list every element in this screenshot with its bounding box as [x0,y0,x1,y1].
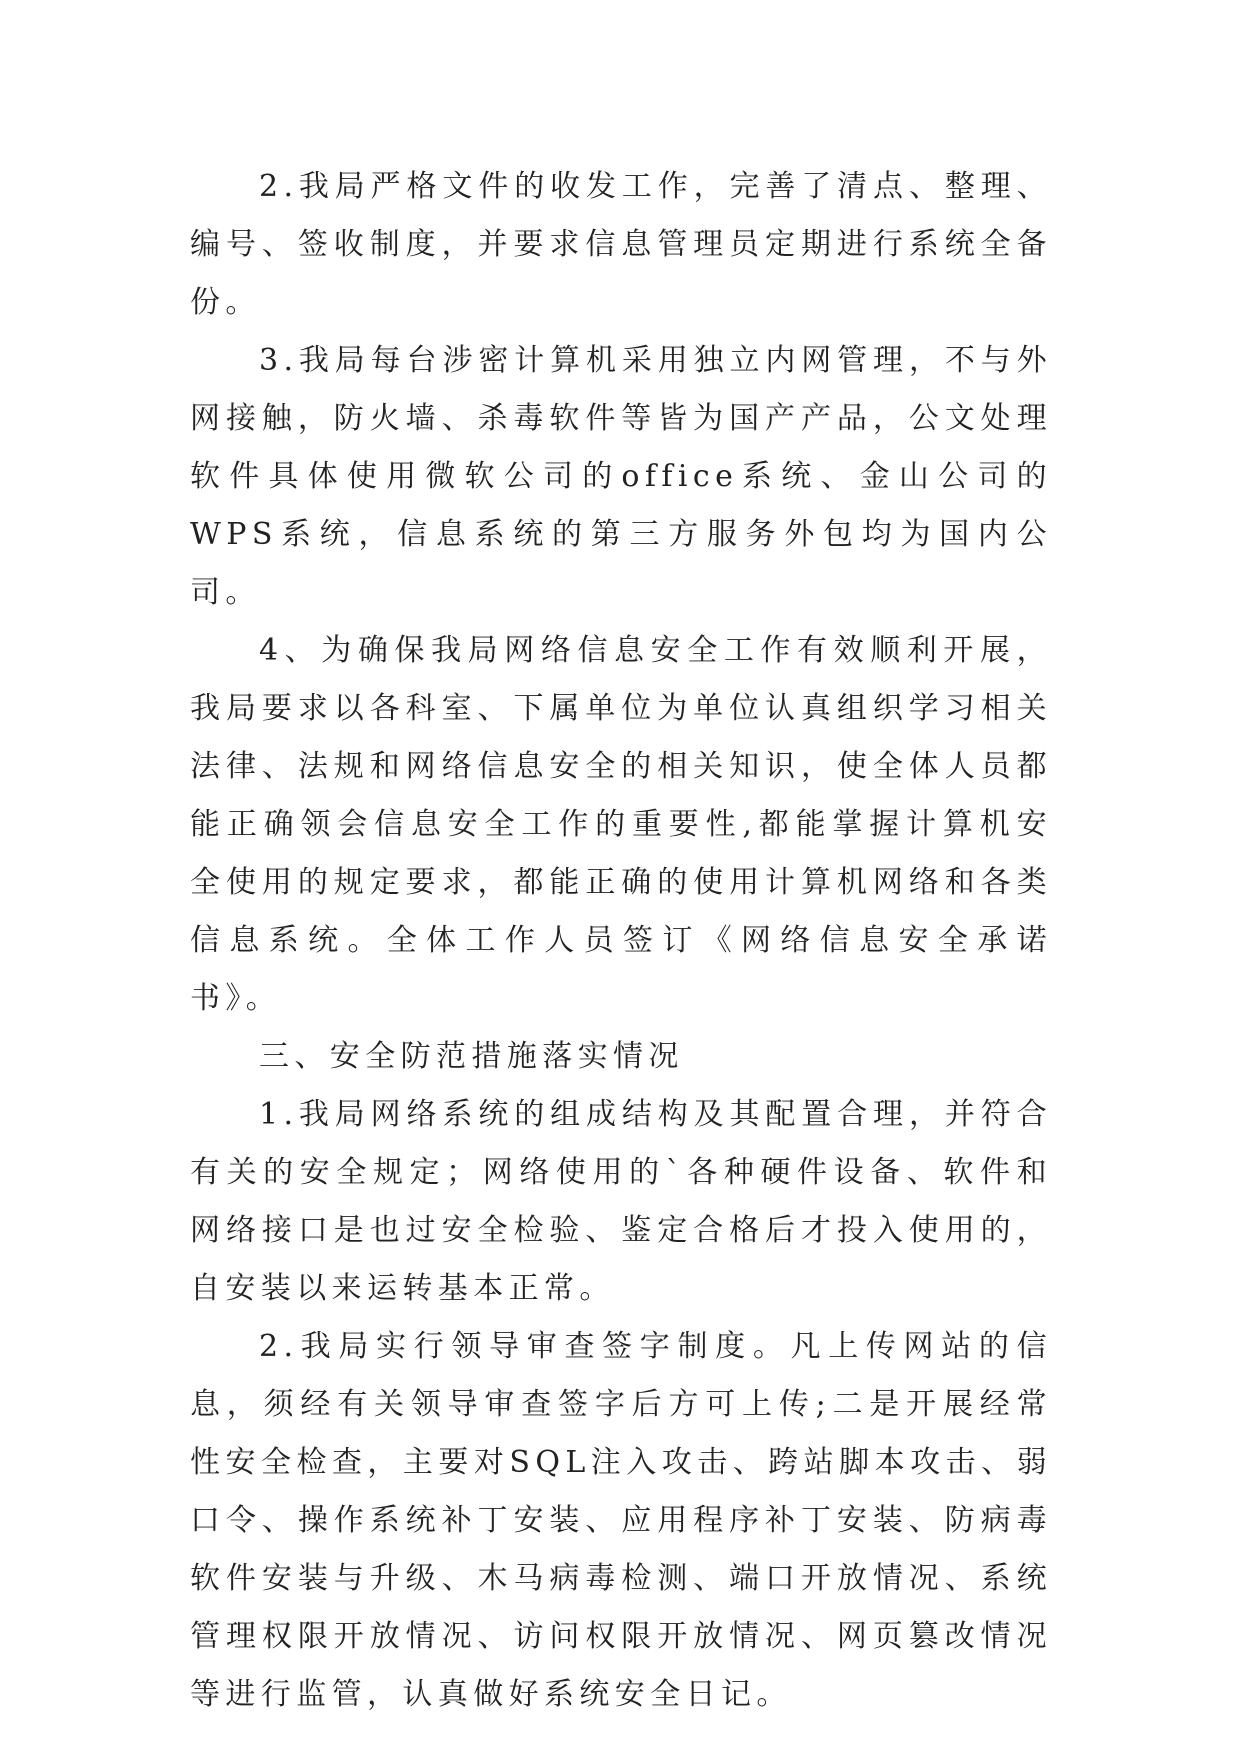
paragraph-review-and-inspection: 2.我局实行领导审查签字制度。凡上传网站的信息，须经有关领导审查签字后方可上传;二是开展经常性安全检查，主要对SQL注入攻击、跨站脚本攻击、弱口令、操作系统补丁安装、应用程序补丁安装、防病毒软件安装与升级、木马病毒检测、端口开放情况、系统管理权限开放情况、访问权限开放情况、网页篡改情况等进行监管，认真做好系统安全日记。 [190,1329,1052,1712]
paragraph-file-management: 2.我局严格文件的收发工作，完善了清点、整理、编号、签收制度，并要求信息管理员定期进行系统全备份。 [190,169,1052,320]
paragraph-network-structure: 1.我局网络系统的组成结构及其配置合理，并符合有关的安全规定；网络使用的`各种硬件设备、软件和网络接口是也过安全检验、鉴定合格后才投入使用的，自安装以来运转基本正常。 [190,1097,1052,1306]
document-body [190,158,1052,1724]
section-heading-security-measures: 三、安全防范措施落实情况 [259,1039,684,1074]
paragraph-classified-computers: 3.我局每台涉密计算机采用独立内网管理，不与外网接触，防火墙、杀毒软件等皆为国产产品，公文处理软件具体使用微软公司的office系统、金山公司的WPS系统，信息系统的第三方服务外包均为国内公司。 [190,343,1052,610]
paragraph-security-training: 4、为确保我局网络信息安全工作有效顺利开展，我局要求以各科室、下属单位为单位认真组织学习相关法律、法规和网络信息安全的相关知识，使全体人员都能正确领会信息安全工作的重要性,都能掌握计算机安全使用的规定要求，都能正确的使用计算机网络和各类信息系统。全体工作人员签订《网络信息安全承诺书》。 [190,633,1052,1016]
